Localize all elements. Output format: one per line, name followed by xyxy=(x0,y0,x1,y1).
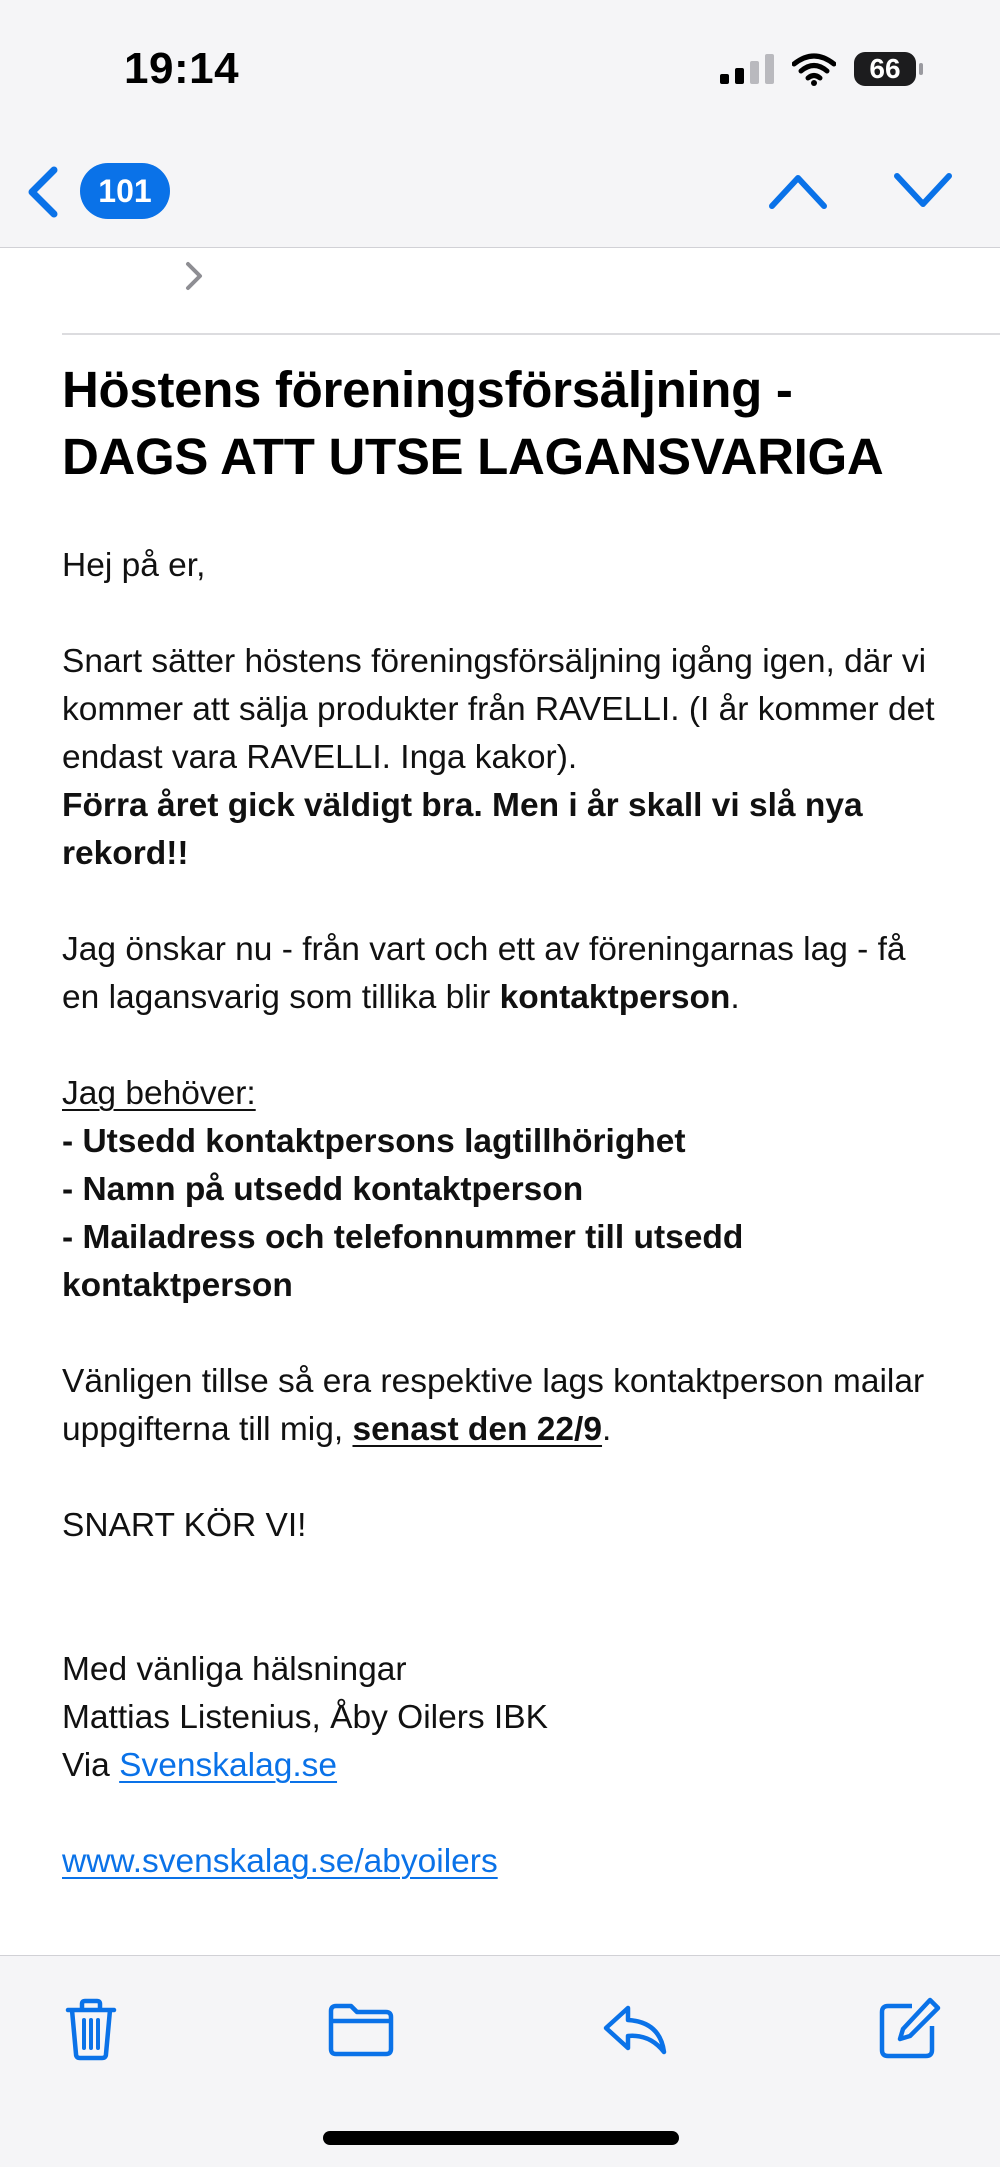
intro-text: Snart sätter höstens föreningsförsäljning igång igen, där vi kommer att sälja produkter från RAVELLI. (I år kommer det endast vara RAVELLI. Inga kakor). xyxy=(62,643,935,776)
top-bar xyxy=(0,0,1000,248)
header-divider xyxy=(62,333,1000,335)
battery-level: 66 xyxy=(869,53,901,84)
sender-name: Mattias Listenius, Åby Oilers IBK xyxy=(62,1699,548,1736)
home-indicator xyxy=(323,2131,679,2145)
compose-icon[interactable] xyxy=(874,1994,944,2064)
battery-icon xyxy=(854,52,916,86)
email-content xyxy=(62,356,942,1886)
deadline-date: senast den 22/9 xyxy=(352,1411,603,1448)
paragraph-intro xyxy=(62,638,942,878)
signature xyxy=(62,1646,942,1790)
needs-list xyxy=(62,1070,942,1310)
deadline-end: . xyxy=(602,1411,612,1448)
list-item: - Utsedd kontaktpersons lagtillhörighet xyxy=(62,1123,686,1160)
trash-icon[interactable] xyxy=(56,1994,126,2064)
chevron-left-icon[interactable] xyxy=(22,164,62,220)
via-link[interactable]: Svenskalag.se xyxy=(119,1747,338,1784)
website-link[interactable]: www.svenskalag.se/abyoilers xyxy=(62,1843,498,1880)
website-paragraph xyxy=(62,1838,942,1886)
status-time: 19:14 xyxy=(124,44,240,93)
request-end: . xyxy=(730,979,740,1016)
cheer-line: SNART KÖR VI! xyxy=(62,1507,307,1544)
greeting: Hej på er, xyxy=(62,547,206,584)
intro-bold: Förra året gick väldigt bra. Men i år skall vi slå nya rekord!! xyxy=(62,787,863,872)
list-item: - Mailadress och telefonnummer till utsedd kontaktperson xyxy=(62,1219,744,1304)
request-text: Jag önskar nu - från vart och ett av föreningarnas lag - få en lagansvarig som tillika blir xyxy=(62,931,906,1016)
needs-heading: Jag behöver: xyxy=(62,1075,256,1112)
wifi-icon xyxy=(792,52,836,86)
deadline-text: Vänligen tillse så era respektive lags kontaktperson mailar uppgifterna till mig, xyxy=(62,1363,925,1448)
list-item: - Namn på utsedd kontaktperson xyxy=(62,1171,584,1208)
chevron-right-icon[interactable] xyxy=(180,256,210,296)
email-body xyxy=(62,542,942,1886)
status-icons xyxy=(720,52,916,86)
paragraph-deadline xyxy=(62,1358,942,1454)
chevron-down-icon[interactable] xyxy=(893,168,953,212)
paragraph-request xyxy=(62,926,942,1022)
via-label: Via xyxy=(62,1747,110,1784)
closing: Med vänliga hälsningar xyxy=(62,1651,407,1688)
request-bold: kontaktperson xyxy=(499,979,731,1016)
chevron-up-icon[interactable] xyxy=(768,168,828,212)
email-subject: Höstens föreningsförsäljning - DAGS ATT UTSE LAGANSVARIGA xyxy=(62,361,884,485)
unread-count-badge[interactable]: 101 xyxy=(80,163,170,219)
folder-icon[interactable] xyxy=(326,1994,396,2064)
reply-icon[interactable] xyxy=(600,1994,670,2064)
cellular-signal-icon xyxy=(720,54,774,84)
